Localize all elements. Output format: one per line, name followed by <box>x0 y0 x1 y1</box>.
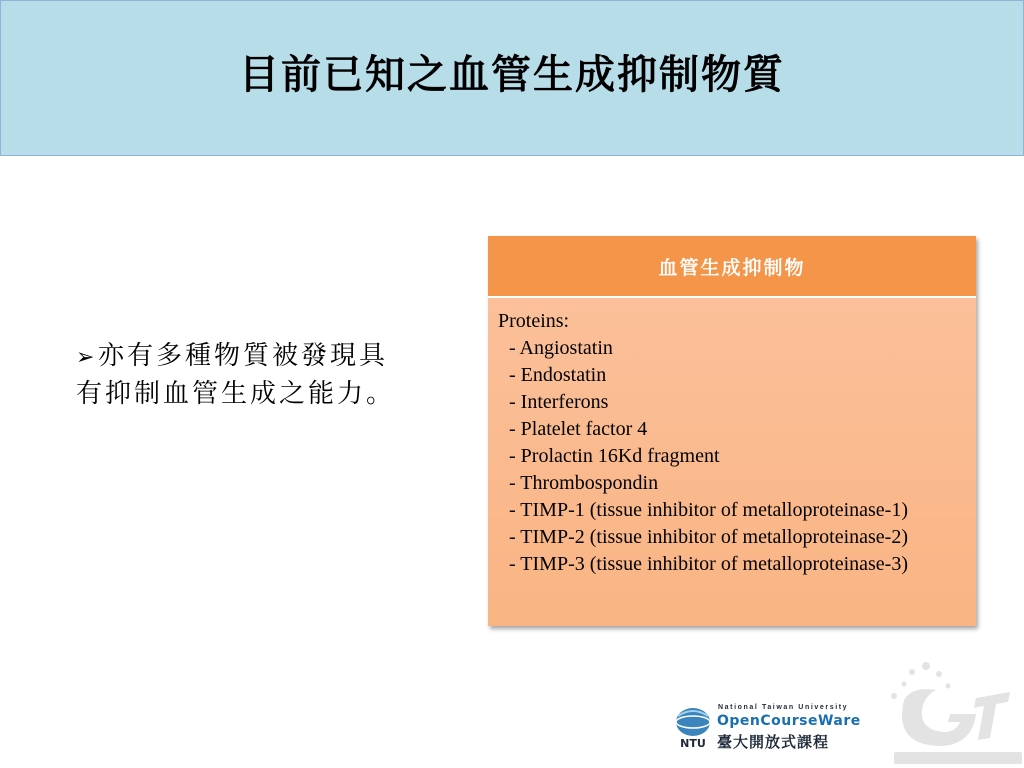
table-intro: Proteins: <box>498 310 570 332</box>
ntu-mark-text: NTU <box>680 737 706 750</box>
inhibitor-table <box>488 236 976 626</box>
slide-title: 目前已知之血管生成抑制物質 <box>239 50 785 98</box>
ntu-ocw-logo <box>672 700 862 756</box>
list-item: - Prolactin 16Kd fragment <box>509 445 720 467</box>
list-item: - Endostatin <box>509 364 607 386</box>
table-body <box>488 298 976 626</box>
bullet-line-1: 亦有多種物質被發現具 <box>98 341 389 371</box>
get-watermark-icon <box>864 652 1024 768</box>
bullet-text-block <box>76 338 456 412</box>
list-item: - Thrombospondin <box>509 472 659 494</box>
table-header: 血管生成抑制物 <box>488 236 976 298</box>
list-item: - Platelet factor 4 <box>509 418 648 440</box>
list-item: - TIMP-3 (tissue inhibitor of metalloproteinase-3) <box>509 553 908 575</box>
title-bar <box>0 0 1024 156</box>
list-item: - Interferons <box>509 391 609 413</box>
logo-program: OpenCourseWare <box>717 713 861 729</box>
bullet-line-2: 有抑制血管生成之能力。 <box>76 379 396 409</box>
list-item: - Angiostatin <box>509 337 613 359</box>
inhibitor-list <box>498 335 966 578</box>
logo-program-cn: 臺大開放式課程 <box>717 733 830 751</box>
logo-university: National Taiwan University <box>718 704 849 711</box>
list-item: - TIMP-1 (tissue inhibitor of metalloproteinase-1) <box>509 499 908 521</box>
list-item: - TIMP-2 (tissue inhibitor of metalloproteinase-2) <box>509 526 908 548</box>
ntu-globe-icon <box>672 704 714 750</box>
arrow-bullet-icon: ➢ <box>76 345 95 370</box>
